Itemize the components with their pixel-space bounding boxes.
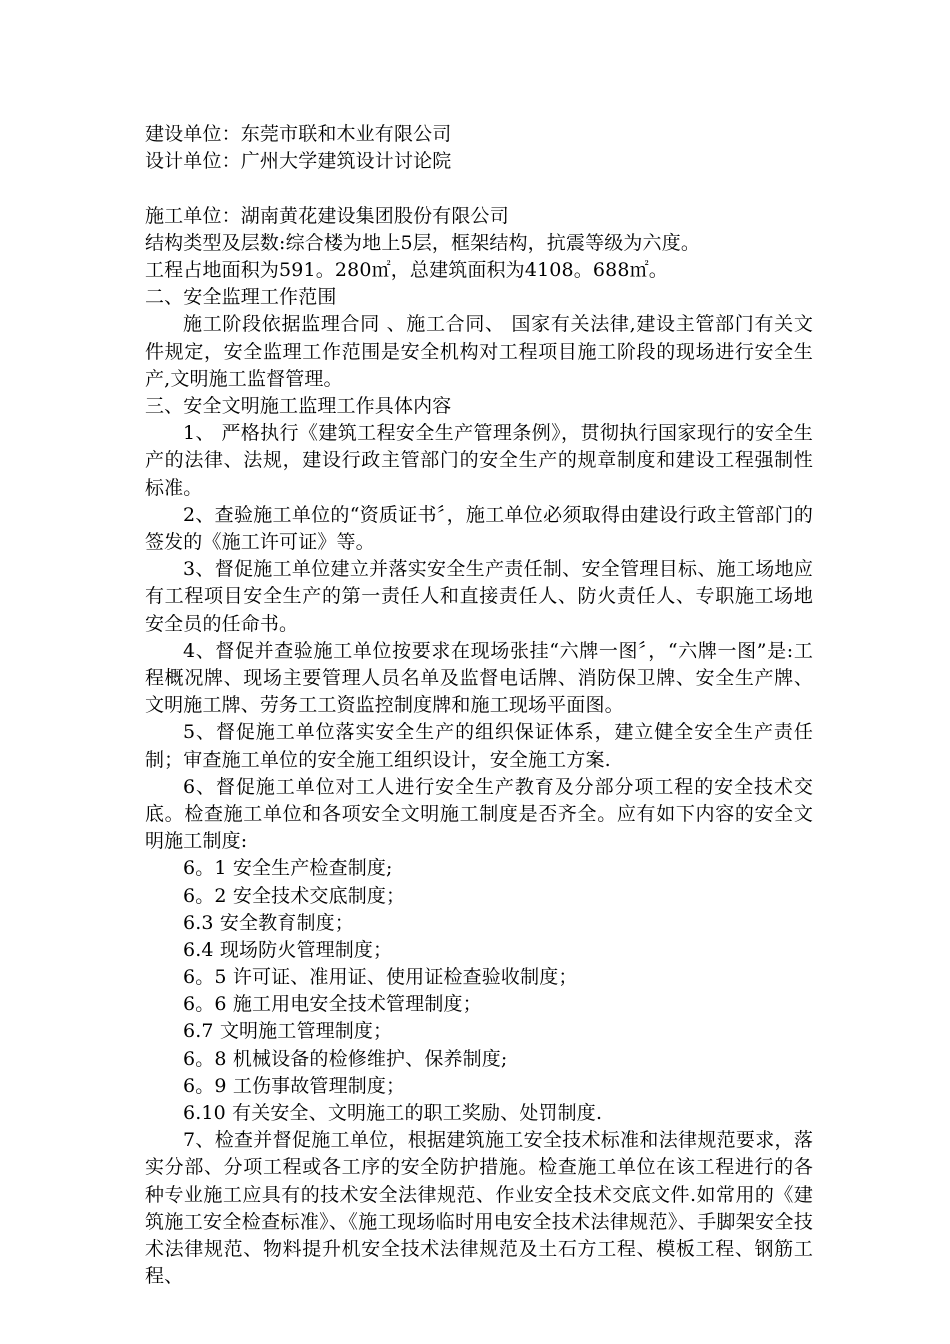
section-2-heading: 二、安全监理工作范围 [145,286,337,309]
sub-item-6-2: 6。2 安全技术交底制度； [183,884,406,907]
section-2-body: 施工阶段依据监理合同 、施工合同、 国家有关法律,建设主管部门有关文件规定，安全监理工作范围是安全机构对工程项目施工阶段的现场进行安全生产,文明施工监督管理。 [145,313,813,390]
item-1: 1、 严格执行《建筑工程安全生产管理条例》，贯彻执行国家现行的安全生产的法律、法规，建设行政主管部门的安全生产的规章制度和建设工程强制性标准。 [145,422,813,499]
item-7: 7、检查并督促施工单位，根据建筑施工安全技术标准和法律规范要求，落实分部、分项工程或各工序的安全防护措施。检查施工单位在该工程进行的各种专业施工应具有的技术安全法律规范、作业安全技术交底文件.如常用的《建筑施工安全检查标准》、《施工现场临时用电安全技术法律规范》、手脚架安全技术法律规范、物料提升机安全技术法律规范及土石方工程、模板工程、钢筋工程、 [145,1129,813,1288]
sub-item-6-4: 6.4 现场防火管理制度； [183,938,393,961]
item-2: 2、查验施工单位的“资质证书〞，施工单位必须取得由建设行政主管部门的签发的《施工许可证》等。 [145,503,813,553]
builder-unit-line: 施工单位：湖南黄花建设集团股份有限公司 [145,204,509,227]
item-4: 4、督促并查验施工单位按要求在现场张挂“六牌一图〞，“六牌一图”是:工程概况牌、现场主要管理人员名单及监督电话牌、消防保卫牌、安全生产牌、文明施工牌、劳务工工资监控制度牌和施工现场平面图。 [145,639,813,717]
design-unit-line: 设计单位：广州大学建筑设计讨论院 [145,150,452,173]
sub-item-6-6: 6。6 施工用电安全技术管理制度； [183,993,482,1016]
item-3: 3、督促施工单位建立并落实安全生产责任制、安全管理目标、施工场地应有工程项目安全生产的第一责任人和直接责任人、防火责任人、专职施工场地安全员的任命书。 [145,558,813,635]
structure-line: 结构类型及层数:综合楼为地上5层，框架结构，抗震等级为六度。 [145,231,700,254]
sub-item-6-10: 6.10 有关安全、文明施工的职工奖励、处罚制度. [183,1102,603,1125]
sub-item-6-1: 6。1 安全生产检查制度; [183,857,393,880]
sub-item-6-9: 6。9 工伤事故管理制度； [183,1074,406,1097]
section-3-heading: 三、安全文明施工监理工作具体内容 [145,394,452,417]
document-page [145,121,813,1290]
item-5: 5、督促施工单位落实安全生产的组织保证体系，建立健全安全生产责任制；审查施工单位的安全施工组织设计，安全施工方案. [145,721,813,771]
blank-line [145,175,813,202]
sub-item-6-3: 6.3 安全教育制度； [183,911,354,934]
sub-item-6-7: 6.7 文明施工管理制度； [183,1020,393,1043]
sub-item-6-8: 6。8 机械设备的检修维护、保养制度; [183,1047,508,1070]
area-line: 工程占地面积为591。280㎡，总建筑面积为4108。688㎡。 [145,258,668,281]
sub-item-6-5: 6。5 许可证、准用证、使用证检查验收制度； [183,966,578,989]
item-6: 6、督促施工单位对工人进行安全生产教育及分部分项工程的安全技术交底。检查施工单位和各项安全文明施工制度是否齐全。应有如下内容的安全文明施工制度: [145,775,813,853]
construction-unit-line: 建设单位：东莞市联和木业有限公司 [145,123,452,145]
